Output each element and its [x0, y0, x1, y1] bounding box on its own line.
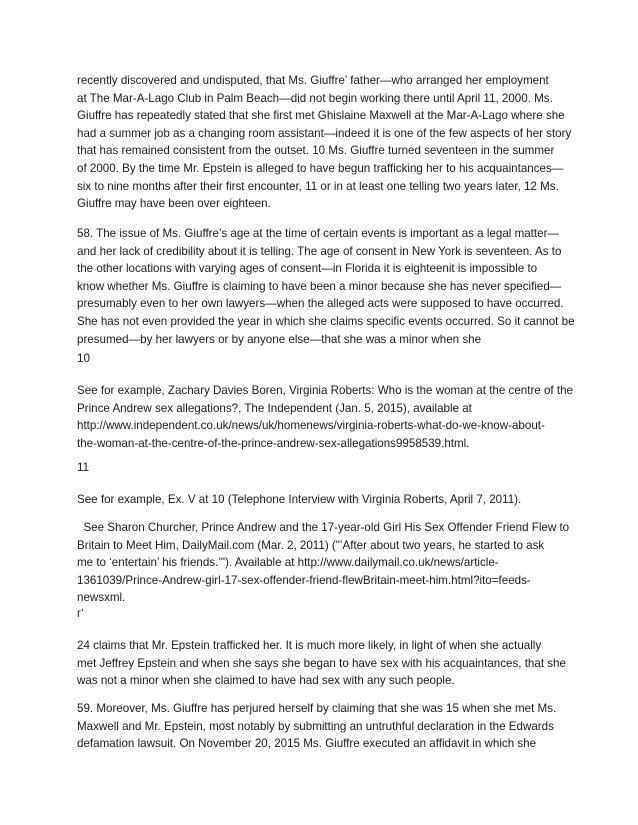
stray-footnote-mark: ᴦ‘ — [77, 607, 84, 620]
text-line: and her lack of credibility about it is telling. The age of consent in New York is seventeen. As to — [77, 244, 562, 258]
text-line: that has remained consistent from the outset. 10 Ms. Giuffre turned seventeen in the summer — [77, 144, 555, 158]
text-line: Britain to Meet Him, DailyMail.com (Mar. 2, 2011) ("’After about two years, he started to ask — [77, 538, 545, 552]
text-line: 24 claims that Mr. Epstein trafficked her. It is much more likely, in light of when she actually — [77, 639, 542, 652]
footnote-10 — [77, 382, 573, 452]
text-line: See for example, Ex. V at 10 (Telephone Interview with Virginia Roberts, April 7, 2011). — [77, 493, 522, 506]
text-line: of 2000. By the time Mr. Epstein is alleged to have begun trafficking her to his acquaintances— — [77, 161, 564, 175]
text-line: She has not even provided the year in which she claims specific events occurred. So it cannot be — [77, 314, 575, 328]
footnote-11 — [77, 491, 567, 509]
text-line: Prince Andrew sex allegations?, The Independent (Jan. 5, 2015), available at — [77, 401, 472, 415]
text-line: presumed—by her lawyers or by anyone else—that she was a minor when she — [77, 332, 482, 346]
text-line: met Jeffrey Epstein and when she says she began to have sex with his acquaintances, that she — [77, 656, 566, 670]
footnote-12 — [77, 519, 570, 607]
text-line: me to ‘entertain’ his friends.’"). Available at http://www.dailymail.co.uk/news/article- — [77, 556, 499, 570]
text-line: Maxwell and Mr. Epstein, most notably by submitting an untruthful declaration in the Edwards — [77, 719, 554, 733]
text-line: recently discovered and undisputed, that Ms. Giuffre’ father—who arranged her employment — [77, 74, 549, 87]
text-line: defamation lawsuit. On November 20, 2015 Ms. Giuffre executed an affidavit in which she — [77, 737, 537, 751]
text-line: the-woman-at-the-centre-of-the-prince-andrew-sex-allegations9958539.html. — [77, 436, 470, 450]
text-line: know whether Ms. Giuffre is claiming to have been a minor because she has never specified— — [77, 279, 562, 293]
paragraph-59 — [77, 700, 567, 753]
footnote-10-number: 10 — [77, 352, 90, 365]
text-line: See Sharon Churcher, Prince Andrew and the 17-year-old Girl His Sex Offender Friend Flew to — [77, 521, 570, 534]
text-line: http://www.independent.co.uk/news/uk/homenews/virginia-roberts-what-do-we-know-about- — [77, 419, 545, 433]
paragraph-continued — [77, 637, 567, 690]
text-line: had a summer job as a changing room assistant—indeed it is one of the few aspects of her story — [77, 126, 572, 140]
text-line: at The Mar-A-Lago Club in Palm Beach—did not begin working there until April 11, 2000. Ms. — [77, 91, 553, 105]
text-line: presumably even to her own lawyers—when the alleged acts were supposed to have occurred. — [77, 297, 564, 311]
text-line: Giuffre has repeatedly stated that she first met Ghislaine Maxwell at the Mar-A-Lago where she — [77, 109, 565, 123]
text-line: six to nine months after their first encounter, 11 or in at least one telling two years later, 12 Ms. — [77, 179, 559, 193]
text-line: 1361039/Prince-Andrew-girl-17-sex-offender-friend-flewBritain-meet-him.html?ito=feeds- — [77, 573, 531, 587]
text-line: was not a minor when she claimed to have had sex with any such people. — [77, 674, 455, 688]
text-line: 59. Moreover, Ms. Giuffre has perjured herself by claiming that she was 15 when she met Ms. — [77, 702, 557, 715]
text-line: newsxml. — [77, 591, 126, 605]
text-line: 58. The issue of Ms. Giuffre’s age at the time of certain events is important as a legal matter— — [77, 227, 560, 240]
text-line: See for example, Zachary Davies Boren, Virginia Roberts: Who is the woman at the centre of the — [77, 384, 573, 397]
text-line: the other locations with varying ages of consent—in Florida it is eighteenit is impossible to — [77, 262, 538, 276]
paragraph-58 — [77, 225, 575, 348]
text-line: Giuffre may have been over eighteen. — [77, 197, 271, 211]
footnote-11-number: 11 — [77, 461, 90, 474]
paragraph-continued-from-prior-page — [77, 72, 572, 213]
